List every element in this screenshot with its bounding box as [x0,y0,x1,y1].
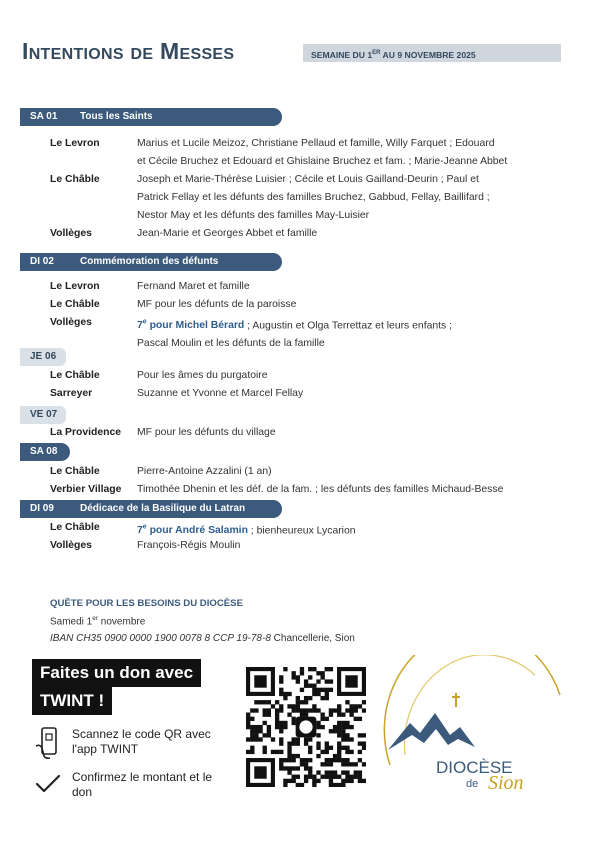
checkmark-icon [34,773,62,795]
day-header-sa08: SA 08 [20,443,70,461]
diocese-sion-logo [380,655,565,795]
collection-title: QUÊTE POUR LES BESOINS DU DIOCÈSE [50,598,243,609]
day-header-di09: DI 09 Dédicace de la Basilique du Latran [20,500,282,518]
day-header-sa01: SA 01 Tous les Saints [20,108,282,126]
twint-heading-line1: Faites un don avec [32,659,201,687]
week-banner: SEMAINE DU 1ER AU 9 NOVEMBRE 2025 [303,44,561,62]
twint-step-scan: Scannez le code QR avec l'app TWINT [72,727,211,756]
day-header-ve07: VE 07 [20,406,66,424]
collection-date: Samedi 1er novembre [50,615,146,628]
page-title: Intentions de Messes [22,38,235,64]
twint-heading-line2: TWINT ! [32,687,112,715]
collection-iban: IBAN CH35 0900 0000 1900 0078 8 CCP 19-78-8 Chancellerie, Sion [50,633,355,644]
logo-word-diocese: DIOCÈSE [436,758,513,777]
logo-word-de: de [466,778,479,790]
day-header-di02: DI 02 Commémoration des défunts [20,253,282,271]
twint-qr-code[interactable] [246,667,366,787]
logo-word-sion: Sion [488,772,524,794]
phone-scan-icon [34,726,64,760]
day-header-je06: JE 06 [20,348,66,366]
twint-step-confirm: Confirmez le montant et le don [72,770,213,799]
